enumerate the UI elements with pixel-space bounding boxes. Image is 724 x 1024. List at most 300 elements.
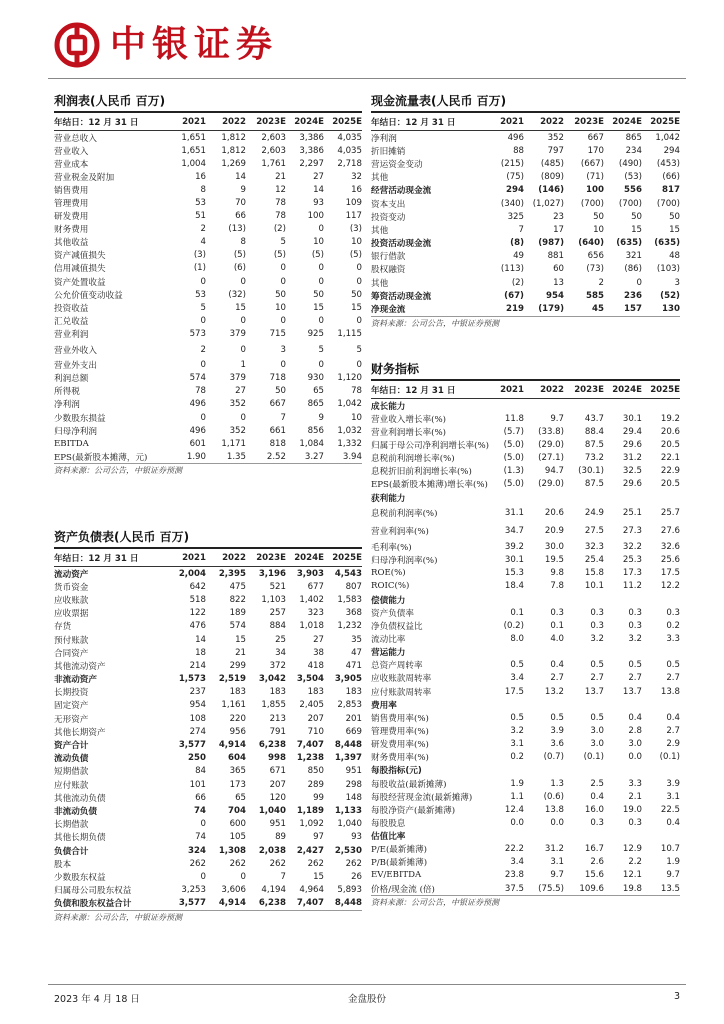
- cell-value: 0: [200, 819, 206, 830]
- cell-value: 3.4: [510, 857, 524, 868]
- table-row: [54, 288, 362, 301]
- cell-value: 0.5: [510, 660, 524, 671]
- table-row: [371, 685, 680, 698]
- cell-value: 1,040: [337, 819, 362, 830]
- cell-value: 1,103: [261, 594, 286, 605]
- cell-value: 20.6: [544, 508, 564, 519]
- cell-value: 17.3: [622, 568, 642, 579]
- row-label: 资产减值损失: [54, 251, 106, 262]
- table-row: [371, 171, 680, 184]
- cell-value: 22.1: [660, 453, 680, 464]
- cell-value: 7.8: [550, 581, 564, 592]
- cell-value: 0.4: [666, 817, 680, 828]
- cell-value: 0.1: [510, 607, 524, 618]
- table-row: [371, 856, 680, 869]
- balance-sheet-section: [54, 528, 362, 925]
- row-label: 每股股息: [371, 818, 406, 829]
- cell-value: 50: [593, 211, 604, 222]
- table-row: [54, 897, 362, 910]
- cell-value: 10: [351, 412, 362, 423]
- cell-value: 2.52: [266, 451, 286, 462]
- cell-value: (73): [586, 264, 604, 275]
- row-label: 应付账款: [54, 780, 89, 791]
- cell-value: 1.9: [510, 778, 524, 789]
- row-label: 投资活动现金流: [371, 239, 432, 250]
- cell-value: (29.0): [538, 439, 564, 450]
- cell-value: 50: [275, 386, 286, 397]
- cell-value: 11.2: [622, 581, 642, 592]
- header-label: 年结日：12 月 31 日: [54, 553, 139, 564]
- row-label: EPS(最新股本摊薄)增长率(%): [371, 480, 488, 491]
- cell-value: 294: [663, 145, 680, 156]
- table-row: [54, 183, 362, 196]
- header-year: 2021: [500, 116, 524, 127]
- cell-value: 2,427: [296, 845, 324, 856]
- cell-value: (667): [580, 158, 604, 169]
- cell-value: 0: [240, 276, 246, 287]
- row-label: 长期投资: [54, 688, 89, 699]
- row-label: 应收票据: [54, 609, 89, 620]
- row-label: 非流动负债: [54, 806, 97, 817]
- cell-value: (5.0): [503, 439, 524, 450]
- cell-value: 3.0: [628, 739, 642, 750]
- cell-value: 817: [662, 185, 680, 196]
- cell-value: 48: [669, 251, 680, 262]
- row-label: EPS(最新股本摊薄，元): [54, 452, 148, 463]
- cell-value: (13): [228, 224, 246, 235]
- cell-value: 604: [228, 753, 246, 764]
- row-label: 息税前利润增长率(%): [371, 454, 455, 465]
- row-label: 其他流动资产: [54, 661, 106, 672]
- cell-value: 15: [235, 634, 246, 645]
- cell-value: 15: [631, 224, 642, 235]
- table-row: [54, 262, 362, 275]
- cell-value: 667: [269, 399, 286, 410]
- cell-value: (53): [624, 172, 642, 183]
- cell-value: (75.5): [538, 883, 564, 894]
- header-year: 2023E: [256, 116, 286, 127]
- cell-value: 3.3: [666, 633, 680, 644]
- cell-value: 574: [189, 373, 206, 384]
- cell-value: 710: [307, 726, 324, 737]
- row-label: 应收账款: [54, 595, 89, 606]
- cell-value: 2.8: [628, 725, 642, 736]
- header-year: 2024E: [612, 116, 642, 127]
- table-row: [371, 659, 680, 672]
- cell-value: 2,530: [334, 845, 362, 856]
- row-label: 息税前利润率(%): [371, 509, 438, 520]
- cell-value: 13.2: [544, 686, 564, 697]
- cell-value: (3): [349, 224, 362, 235]
- cell-value: 818: [269, 438, 286, 449]
- cell-value: 120: [269, 792, 286, 803]
- cell-value: 585: [586, 290, 604, 301]
- cell-value: 34: [275, 647, 286, 658]
- cell-value: 0: [280, 360, 286, 371]
- cell-value: 865: [625, 132, 642, 143]
- table-row: [54, 424, 362, 437]
- cell-value: 29.6: [622, 479, 642, 490]
- cell-value: 108: [189, 713, 206, 724]
- row-label: 管理费用: [54, 199, 89, 210]
- cell-value: 10: [351, 237, 362, 248]
- cell-value: 352: [229, 425, 246, 436]
- table-row: [54, 437, 362, 450]
- header-year: 2024E: [612, 384, 642, 395]
- cell-value: 274: [189, 726, 206, 737]
- row-label: 投资变动: [371, 212, 406, 223]
- table-row: [371, 882, 680, 895]
- cell-value: (485): [540, 158, 564, 169]
- cell-value: 471: [345, 660, 362, 671]
- row-label: 非流动资产: [54, 675, 97, 686]
- cell-value: (6): [233, 263, 246, 274]
- cell-value: (2): [273, 224, 286, 235]
- table-row: [54, 341, 362, 359]
- cell-value: 9: [318, 412, 324, 423]
- cell-value: 214: [189, 660, 206, 671]
- cell-value: 3.2: [590, 633, 604, 644]
- cell-value: 951: [269, 819, 286, 830]
- cell-value: 2,395: [218, 568, 246, 579]
- cell-value: 17: [553, 224, 564, 235]
- source-note: 资料来源：公司公告，中银证券预测: [54, 910, 362, 925]
- cell-value: 15.8: [584, 568, 604, 579]
- row-label: 每股收益(最新摊薄): [371, 779, 447, 790]
- cell-value: 34.7: [504, 526, 524, 537]
- table-row: [54, 196, 362, 209]
- cell-value: 15: [313, 302, 324, 313]
- cell-value: 27.3: [622, 526, 642, 537]
- header-label: 年结日：12 月 31 日: [371, 385, 456, 396]
- table-row: [371, 438, 680, 451]
- cell-value: 0.2: [510, 752, 524, 763]
- table-row: [54, 673, 362, 686]
- cell-value: 37.5: [504, 883, 524, 894]
- cell-value: 78: [195, 386, 206, 397]
- table-row: [371, 540, 680, 553]
- cell-value: 1,397: [334, 753, 362, 764]
- cell-value: 807: [345, 581, 362, 592]
- table-row: [54, 738, 362, 751]
- cell-value: 954: [189, 700, 206, 711]
- cell-value: 0: [318, 315, 324, 326]
- table-row: [54, 804, 362, 817]
- cell-value: 31.1: [504, 508, 524, 519]
- cell-value: 521: [269, 581, 286, 592]
- cell-value: 236: [624, 290, 642, 301]
- cell-value: 32.2: [622, 541, 642, 552]
- cell-value: 5: [200, 302, 206, 313]
- cell-value: 0.5: [550, 712, 564, 723]
- row-label: EBITDA: [54, 438, 89, 449]
- table-row: [371, 522, 680, 540]
- table-row: [371, 223, 680, 236]
- cell-value: 0.3: [628, 817, 642, 828]
- cell-value: 8,448: [334, 740, 362, 751]
- section-title: 利润表(人民币 百万): [54, 92, 362, 113]
- cell-value: 27: [313, 171, 324, 182]
- cell-value: (27.1): [538, 453, 564, 464]
- table-row: [371, 790, 680, 803]
- row-label: 管理费用率(%): [371, 726, 429, 737]
- table-row: [54, 870, 362, 883]
- cell-value: 20.9: [544, 526, 564, 537]
- cell-value: (987): [538, 238, 564, 249]
- row-label: 其他流动负债: [54, 793, 106, 804]
- cell-value: 8,448: [334, 898, 362, 909]
- cell-value: (340): [500, 198, 524, 209]
- cell-value: 117: [345, 211, 362, 222]
- cell-value: 16.0: [584, 804, 604, 815]
- row-label: 净现金流: [371, 305, 406, 316]
- row-label: 成长能力: [371, 401, 406, 412]
- cell-value: 496: [189, 399, 206, 410]
- cell-value: 74: [194, 805, 206, 816]
- row-label: 营业收入增长率(%): [371, 414, 447, 425]
- row-label: 预付账款: [54, 635, 89, 646]
- cell-value: 1.90: [186, 451, 206, 462]
- cell-value: 0: [200, 315, 206, 326]
- cell-value: 50: [351, 289, 362, 300]
- cell-value: 39.2: [504, 541, 524, 552]
- cell-value: 18: [195, 647, 206, 658]
- cell-value: 0: [240, 344, 246, 355]
- row-label: 应付账款周转率: [371, 687, 432, 698]
- cell-value: (1.3): [503, 466, 524, 477]
- table-header-row: [371, 381, 680, 399]
- table-row: [54, 633, 362, 646]
- table-row: [371, 263, 680, 276]
- cell-value: 20.5: [660, 479, 680, 490]
- cell-value: 13: [553, 277, 564, 288]
- row-label: 销售费用: [54, 185, 89, 196]
- cell-value: 30.0: [544, 541, 564, 552]
- row-label: 每股指标(元): [371, 766, 422, 777]
- cell-value: 3.2: [510, 725, 524, 736]
- cell-value: 1,042: [655, 132, 680, 143]
- cell-value: 0.5: [590, 712, 604, 723]
- cell-value: (5.0): [503, 453, 524, 464]
- table-row: [371, 131, 680, 144]
- cell-value: 3.6: [550, 739, 564, 750]
- footer-page-number: 3: [673, 991, 680, 1002]
- cell-value: 78: [351, 386, 362, 397]
- cell-value: (1,027): [532, 198, 564, 209]
- cell-value: 201: [345, 713, 362, 724]
- cell-value: 23: [553, 211, 564, 222]
- cell-value: 183: [229, 687, 246, 698]
- cell-value: (0.1): [583, 752, 604, 763]
- cell-value: 642: [189, 581, 206, 592]
- cell-value: 3.1: [510, 739, 524, 750]
- cell-value: 12.4: [504, 804, 524, 815]
- row-label: 偿债能力: [371, 595, 406, 606]
- row-label: 营业税金及附加: [54, 172, 115, 183]
- cell-value: 15: [351, 302, 362, 313]
- section-title: 财务指标: [371, 360, 680, 381]
- cell-value: 0.4: [628, 712, 642, 723]
- row-label: 营业总收入: [54, 133, 97, 144]
- cell-value: 0: [318, 263, 324, 274]
- cell-value: 38: [313, 647, 324, 658]
- cell-value: 78: [275, 198, 286, 209]
- table-row: [371, 580, 680, 593]
- group-heading-row: [371, 698, 680, 711]
- header-year: 2023E: [256, 552, 286, 563]
- cell-value: 476: [189, 621, 206, 632]
- source-note: 资料来源：公司公告，中银证券预测: [54, 463, 362, 478]
- cell-value: 94.7: [544, 466, 564, 477]
- cell-value: 0.3: [666, 607, 680, 618]
- cell-value: 6,238: [258, 898, 286, 909]
- row-label: 净利润: [371, 133, 397, 144]
- row-label: 少数股东损益: [54, 413, 106, 424]
- cell-value: 0.5: [510, 712, 524, 723]
- table-row: [371, 632, 680, 645]
- header-year: 2022: [540, 116, 564, 127]
- cell-value: 0.5: [666, 660, 680, 671]
- cell-value: 0: [318, 224, 324, 235]
- cell-value: 15: [235, 302, 246, 313]
- income-statement-section: [54, 92, 362, 478]
- header-divider: [48, 78, 686, 79]
- cell-value: 1,092: [299, 819, 324, 830]
- cell-value: 8.0: [510, 633, 524, 644]
- cell-value: 3.4: [510, 673, 524, 684]
- row-label: 净负债权益比: [371, 621, 423, 632]
- header-year: 2023E: [574, 384, 604, 395]
- cell-value: 1,042: [337, 399, 362, 410]
- table-row: [371, 816, 680, 829]
- table-row: [371, 869, 680, 882]
- cell-value: (809): [540, 172, 564, 183]
- cell-value: (0.6): [543, 791, 564, 802]
- table-row: [54, 210, 362, 223]
- cell-value: 671: [269, 766, 286, 777]
- cell-value: 0.4: [550, 660, 564, 671]
- cell-value: 101: [189, 779, 206, 790]
- row-label: 每股经营现金流(最新摊薄): [371, 792, 473, 803]
- cell-value: 97: [313, 832, 324, 843]
- table-row: [54, 831, 362, 844]
- cell-value: 26: [351, 871, 362, 882]
- cell-value: (5.0): [503, 479, 524, 490]
- cell-value: 352: [229, 399, 246, 410]
- cell-value: 0: [240, 315, 246, 326]
- table-row: [54, 170, 362, 183]
- cell-value: 1,232: [337, 621, 362, 632]
- row-label: 银行借款: [371, 252, 406, 263]
- cell-value: 23.8: [504, 870, 524, 881]
- cell-value: 3.9: [666, 778, 680, 789]
- cell-value: 15.3: [504, 568, 524, 579]
- cell-value: 925: [307, 328, 324, 339]
- cell-value: 3,386: [299, 132, 324, 143]
- cell-value: 25: [275, 634, 286, 645]
- cell-value: 0.5: [590, 660, 604, 671]
- row-label: 少数股东权益: [54, 872, 106, 883]
- row-label: 财务费用: [54, 225, 89, 236]
- cell-value: 379: [229, 328, 246, 339]
- cell-value: (453): [656, 158, 680, 169]
- cell-value: 183: [345, 687, 362, 698]
- cell-value: (8): [510, 238, 524, 249]
- table-row: [371, 843, 680, 856]
- cell-value: 10: [593, 224, 604, 235]
- cell-value: 4: [200, 237, 206, 248]
- cell-value: 3.27: [304, 451, 324, 462]
- cell-value: 299: [229, 660, 246, 671]
- table-header-row: [54, 113, 362, 131]
- cell-value: 14: [313, 184, 324, 195]
- cell-value: (30.1): [578, 466, 604, 477]
- cell-value: 27: [313, 634, 324, 645]
- cell-value: 250: [188, 753, 206, 764]
- cell-value: 704: [228, 805, 246, 816]
- table-row: [54, 411, 362, 424]
- table-row: [371, 157, 680, 170]
- cell-value: 1.35: [226, 451, 246, 462]
- cell-value: 3,042: [258, 674, 286, 685]
- row-label: 营业外支出: [54, 361, 97, 372]
- cell-value: 157: [624, 304, 642, 315]
- cell-value: 4,543: [334, 568, 362, 579]
- cell-value: 262: [307, 858, 324, 869]
- cell-value: 12.9: [622, 844, 642, 855]
- cell-value: 365: [229, 766, 246, 777]
- cell-value: 715: [269, 328, 286, 339]
- cell-value: 45: [592, 304, 604, 315]
- cell-value: 29.6: [622, 439, 642, 450]
- cell-value: 1,812: [221, 132, 246, 143]
- source-note: 资料来源：公司公告，中银证券预测: [371, 316, 680, 331]
- cell-value: (179): [538, 304, 564, 315]
- cell-value: 65: [235, 792, 246, 803]
- table-row: [54, 791, 362, 804]
- cell-value: 262: [229, 858, 246, 869]
- cell-value: (0.7): [543, 752, 564, 763]
- cell-value: 17.5: [660, 568, 680, 579]
- table-row: [54, 884, 362, 897]
- cell-value: 0.0: [550, 817, 564, 828]
- cell-value: 19.2: [660, 413, 680, 424]
- cell-value: 2.1: [628, 791, 642, 802]
- cell-value: 475: [229, 581, 246, 592]
- cell-value: 0: [356, 315, 362, 326]
- cell-value: 4.0: [550, 633, 564, 644]
- table-row: [371, 504, 680, 522]
- cell-value: 600: [229, 819, 246, 830]
- table-row: [54, 314, 362, 327]
- row-label: 净利润: [54, 400, 80, 411]
- cell-value: 2.7: [666, 673, 680, 684]
- cell-value: 0.0: [510, 817, 524, 828]
- group-heading-row: [371, 399, 680, 412]
- cell-value: 930: [307, 373, 324, 384]
- cell-value: 7: [280, 871, 286, 882]
- cell-value: 0.3: [628, 607, 642, 618]
- row-label: 其他: [371, 225, 389, 236]
- cell-value: 0.2: [666, 620, 680, 631]
- cell-value: (67): [504, 290, 524, 301]
- cell-value: 10.7: [660, 844, 680, 855]
- cell-value: 1,004: [181, 158, 206, 169]
- cell-value: 99: [313, 792, 324, 803]
- cell-value: 78: [275, 211, 286, 222]
- row-label: 获利能力: [371, 493, 406, 504]
- cell-value: 14: [235, 171, 246, 182]
